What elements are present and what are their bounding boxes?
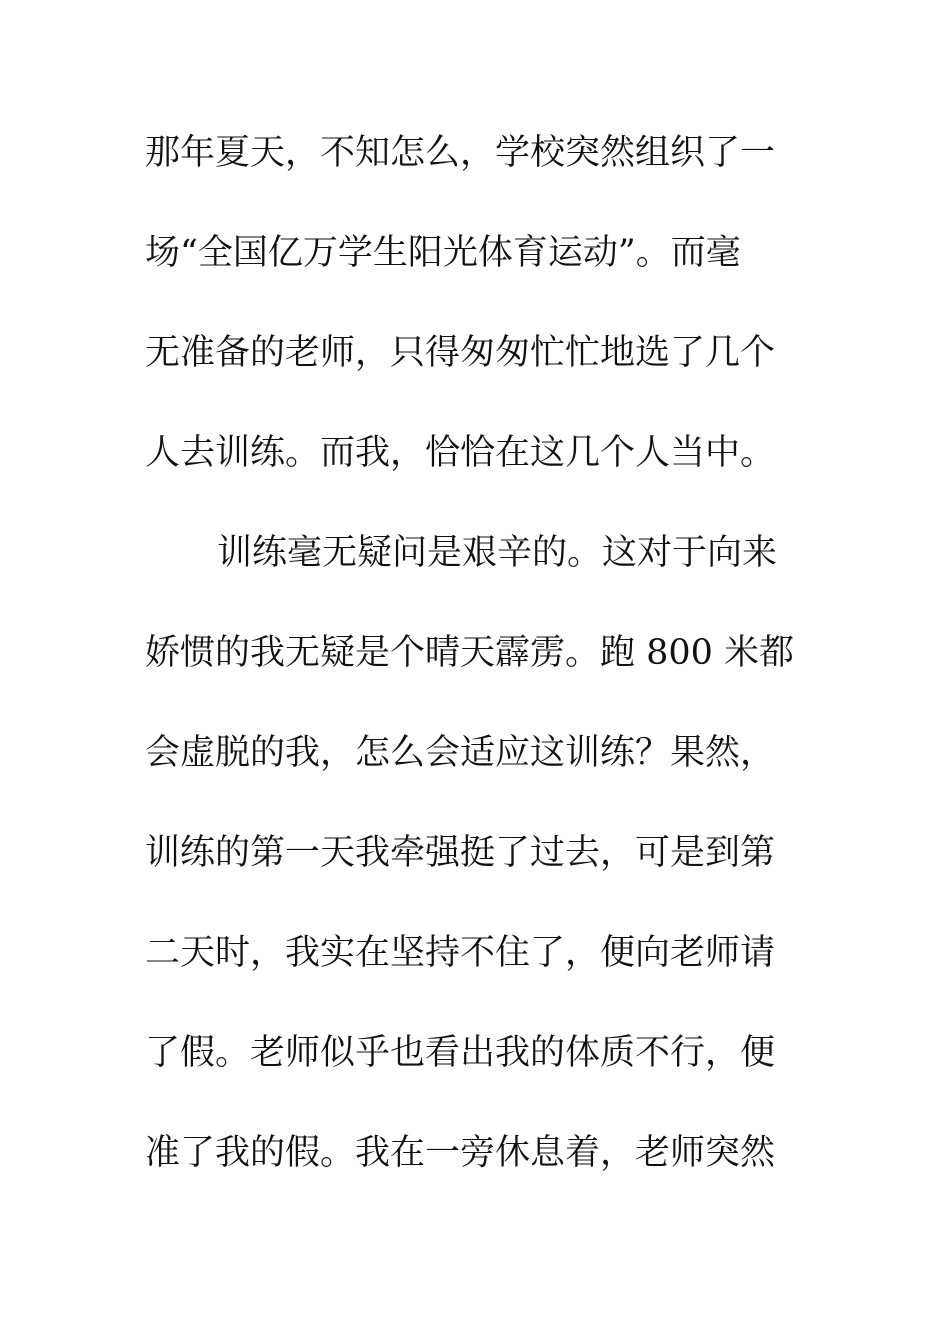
text-line-4: 人去训练。而我，恰恰在这几个人当中。 — [145, 433, 776, 473]
text-line-8: 训练的第一天我牵强挺了过去，可是到第 — [145, 833, 776, 873]
text-line-2: 场“全国亿万学生阳光体育运动”。而毫 — [145, 233, 741, 273]
text-line-9: 二天时，我实在坚持不住了，便向老师请 — [145, 933, 776, 973]
text-line-3: 无准备的老师，只得匆匆忙忙地选了几个 — [145, 333, 776, 373]
text-line-11: 准了我的假。我在一旁休息着，老师突然 — [145, 1133, 776, 1173]
text-line-7: 会虚脱的我，怎么会适应这训练？果然， — [145, 733, 776, 773]
text-line-6: 娇惯的我无疑是个晴天霹雳。跑 800 米都 — [145, 633, 795, 673]
text-line-10: 了假。老师似乎也看出我的体质不行，便 — [145, 1033, 776, 1073]
body-text — [145, 128, 795, 1228]
text-line-1: 那年夏天，不知怎么，学校突然组织了一 — [145, 133, 776, 173]
text-line-5-paragraph-start: 训练毫无疑问是艰辛的。这对于向来 — [217, 533, 778, 573]
